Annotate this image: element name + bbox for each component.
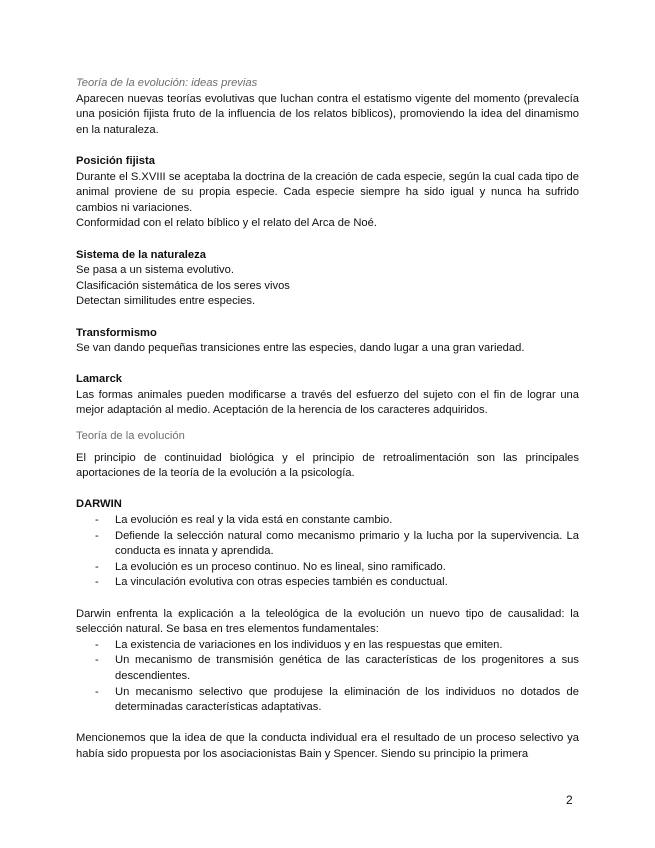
list-item: - Un mecanismo selectivo que produjese la eliminación de los individuos no dotados de determinadas características adaptativas. [76, 685, 579, 716]
list-item: - La existencia de variaciones en los individuos y en las respuestas que emiten. [76, 638, 579, 654]
lamarck-paragraph: Las formas animales pueden modificarse a través del esfuerzo del sujeto con el fin de lograr una mejor adaptación al medio. Aceptación de la herencia de los caracteres adquiridos. [76, 388, 579, 417]
closing-paragraph: Mencionemos que la idea de que la conducta individual era el resultado de un proceso selectivo ya había sido propuesta por los asociacionistas Bain y Spencer. Siendo su principio la primera [76, 732, 579, 760]
naturaleza-line: Detectan similitudes entre especies. [76, 295, 256, 308]
list-item: - Defiende la selección natural como mecanismo primario y la lucha por la supervivencia. La conducta es innata y aprendida. [76, 529, 579, 560]
list-item: - Un mecanismo de transmisión genética de las características de los progenitores a sus descendientes. [76, 653, 579, 684]
intro-paragraph: Aparecen nuevas teorías evolutivas que luchan contra el estatismo vigente del momento (prevalecía una posición fijista fruto de la influencia de los relatos bíblicos), promoviendo la idea del dinamismo en la naturaleza. [76, 92, 579, 136]
naturaleza-line: Clasificación sistemática de los seres vivos [76, 279, 290, 292]
list-item: - La evolución es un proceso continuo. No es lineal, sino ramificado. [76, 560, 579, 576]
fijista-title: Posición fijista [76, 154, 155, 167]
fijista-paragraph-2: Conformidad con el relato bíblico y el relato del Arca de Noé. [76, 217, 377, 230]
list-item: - La vinculación evolutiva con otras especies también es conductual. [76, 575, 579, 591]
page-content [76, 76, 579, 763]
lamarck-title: Lamarck [76, 373, 123, 386]
darwin-elements-list [76, 638, 579, 716]
darwin-list [76, 513, 579, 591]
naturaleza-line: Se pasa a un sistema evolutivo. [76, 264, 234, 277]
section-heading-teoria: Teoría de la evolución [76, 430, 185, 443]
section-heading-ideas-previas: Teoría de la evolución: ideas previas [76, 77, 258, 89]
list-item: - La evolución es real y la vida está en constante cambio. [76, 513, 579, 529]
darwin-paragraph: Darwin enfrenta la explicación a la teleológica de la evolución un nuevo tipo de causalidad: la selección natural. Se basa en tres elementos fundamentales: [76, 607, 579, 636]
teoria-paragraph: El principio de continuidad biológica y el principio de retroalimentación son las principales aportaciones de la teoría de la evolución a la psicología. [76, 451, 579, 480]
fijista-paragraph: Durante el S.XVIII se aceptaba la doctrina de la creación de cada especie, según la cual cada tipo de animal proviene de su propia especie. Cada especie siempre ha sido igual y nunca ha sufrido cambios ni variaciones. [76, 170, 579, 214]
naturaleza-title: Sistema de la naturaleza [76, 248, 206, 261]
page-number: 2 [566, 793, 573, 807]
transformismo-title: Transformismo [76, 326, 157, 339]
darwin-title: DARWIN [76, 498, 122, 511]
transformismo-paragraph: Se van dando pequeñas transiciones entre las especies, dando lugar a una gran variedad. [76, 342, 525, 355]
